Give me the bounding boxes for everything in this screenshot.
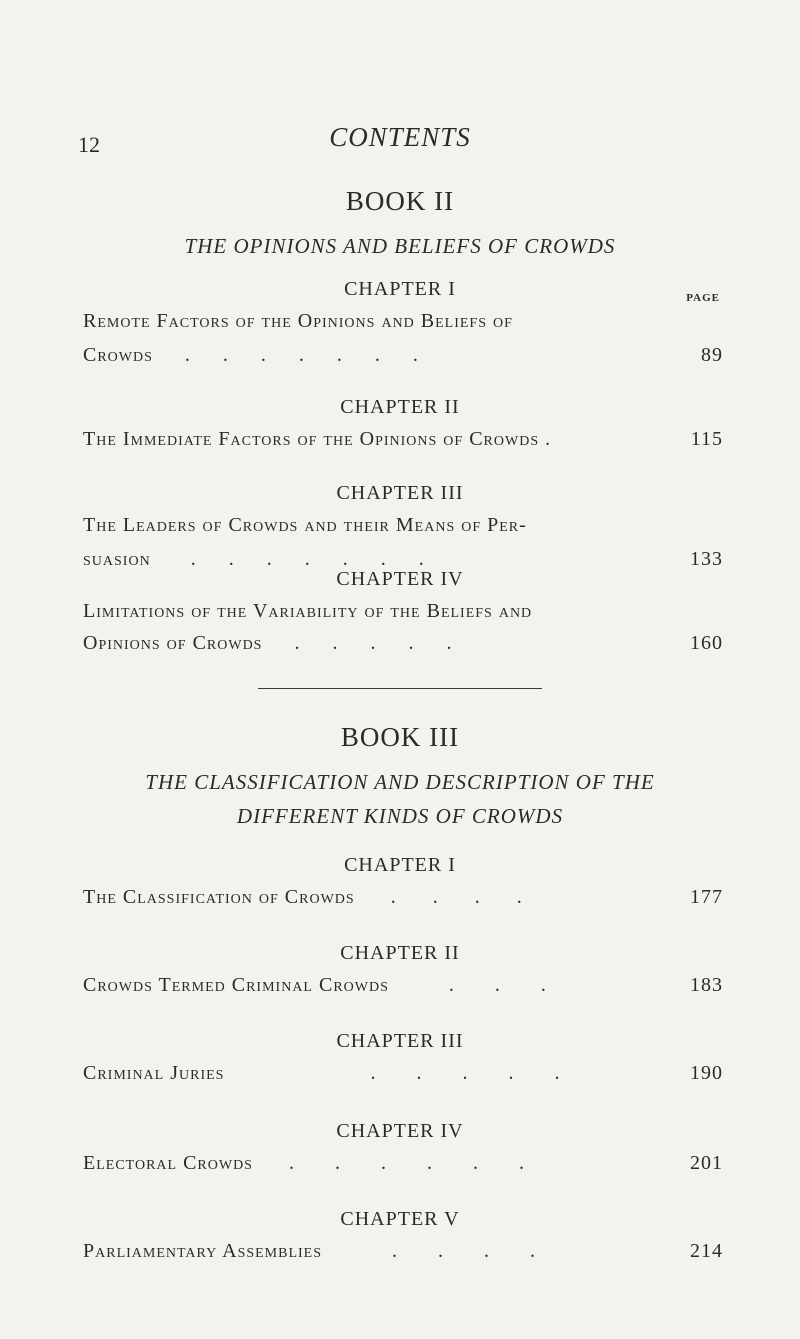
book-2-chapter-3-title-line-2: suasion . . . . . . . 133 [83,548,723,570]
book-3-chapter-5-title: Parliamentary Assemblies . . . . 214 [83,1240,723,1262]
book-3-chapter-2-heading: CHAPTER II [340,942,460,964]
book-3-subtitle-line-2: DIFFERENT KINDS OF CROWDS [236,804,564,828]
page-ref: 201 [690,1152,723,1174]
book-3-chapter-1-title: The Classification of Crowds . . . . 177 [83,886,723,908]
page-ref: 89 [701,344,723,366]
page-ref: 183 [690,974,723,996]
book-2-chapter-3-title-line-1: The Leaders of Crowds and their Means of Per- [83,514,527,536]
book-2-chapter-4-title-line-1: Limitations of the Variability of the Beliefs and [83,600,533,622]
page-ref: 177 [690,886,723,908]
book-3-chapter-4-title: Electoral Crowds . . . . . . 201 [83,1152,723,1174]
leader-dots: . . . [448,974,564,996]
leader-dots: . . . . . [370,1062,578,1084]
book-3-chapter-3-heading: CHAPTER III [336,1030,464,1052]
leader-dots: . . . . [390,886,538,908]
book-2-chapter-1-title-line-1: Remote Factors of the Opinions and Beliefs of [83,310,513,332]
page-ref: 133 [690,548,723,570]
page-column-label: PAGE [686,292,720,304]
book-3-chapter-1-heading: CHAPTER I [344,854,456,876]
book-3-subtitle-line-1: THE CLASSIFICATION AND DESCRIPTION OF THE [145,770,655,794]
page-ref: 160 [690,632,723,654]
book-2-chapter-4-title-line-2: Opinions of Crowds . . . . . 160 [83,632,723,654]
page-ref: 214 [690,1240,723,1262]
leader-dots: . . . . . . . [190,548,438,570]
book-3-chapter-3-title: Criminal Juries . . . . . 190 [83,1062,723,1084]
section-divider [258,688,542,689]
book-2-chapter-2-title: The Immediate Factors of the Opinions of Crowds . 115 [83,428,723,450]
page-number: 12 [78,132,100,157]
leader-dots: . . . . . . . [184,344,432,366]
book-2-title: BOOK II [345,186,455,216]
book-2-chapter-4-heading: CHAPTER IV [336,568,464,590]
book-2-subtitle: THE OPINIONS AND BELIEFS OF CROWDS [184,234,616,258]
book-2-chapter-1-title-line-2: Crowds . . . . . . . 89 [83,344,723,366]
book-3-chapter-2-title: Crowds Termed Criminal Crowds . . . 183 [83,974,723,996]
page-ref: 115 [690,428,723,450]
page-ref: 190 [690,1062,723,1084]
leader-dots: . . . . . . [288,1152,542,1174]
leader-dots: . . . . . [294,632,466,654]
book-2-chapter-2-heading: CHAPTER II [340,396,460,418]
book-2-chapter-3-heading: CHAPTER III [336,482,464,504]
book-3-chapter-5-heading: CHAPTER V [340,1208,460,1230]
leader-dots: . . . . [392,1240,554,1262]
book-3-chapter-4-heading: CHAPTER IV [336,1120,464,1142]
book-2-chapter-1-heading: CHAPTER I [344,278,456,300]
running-title: CONTENTS [329,122,471,152]
book-3-title: BOOK III [340,722,460,752]
